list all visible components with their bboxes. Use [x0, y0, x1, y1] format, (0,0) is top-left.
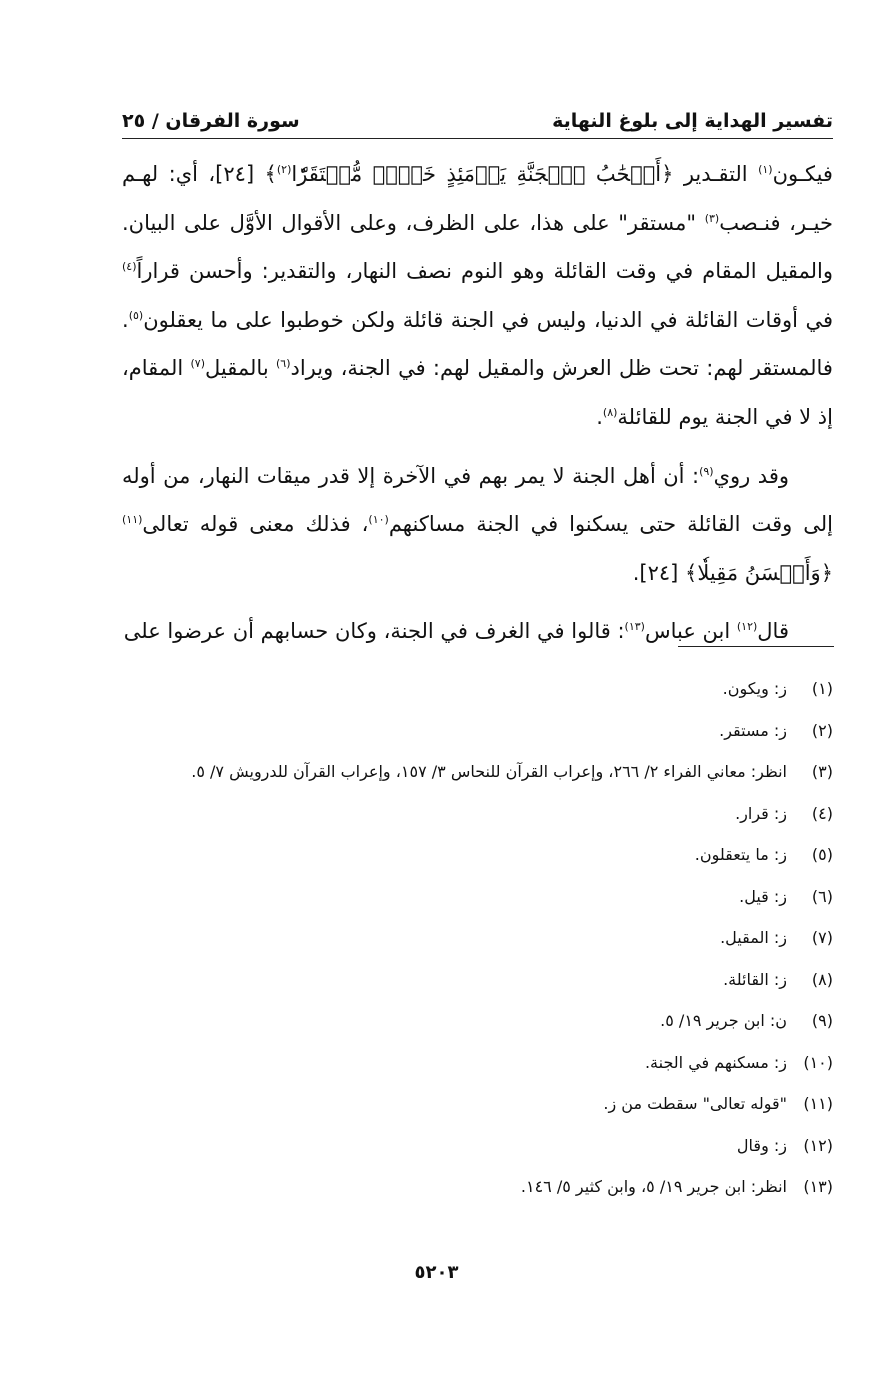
footnote-text: ز: المقيل. — [720, 928, 787, 947]
text-run: "مستقر" على هذا، على الظرف، وعلى الأقوال الأوَّل على البيان. والمقيل المقام في وقت القائلة وهو النوم نصف النهار، والتقدير: وأحسن قراراً — [122, 210, 833, 284]
footnote-text: "قوله تعالى" سقطت من ز. — [603, 1094, 787, 1113]
footnote-text: ز: قرار. — [735, 803, 787, 823]
footnote-text: ز: وقال — [736, 1135, 787, 1155]
footnote-marker: (٨) — [602, 405, 618, 419]
footnote-item — [122, 959, 833, 1001]
text-run: قال — [757, 619, 789, 644]
text-run: ﴾ [٢٤]. — [632, 560, 698, 585]
paragraph — [122, 607, 833, 656]
footnote-item — [122, 1125, 833, 1167]
footnote-text: ن: ابن جرير ١٩/ ٥. — [660, 1011, 787, 1030]
paragraph — [122, 150, 833, 442]
page-number: ٥٢٠٣ — [414, 1262, 459, 1283]
footnote-text: ز: مسكنهم في الجنة. — [644, 1052, 787, 1072]
footnote-number: (١٣) — [803, 1177, 833, 1196]
text-run: : قالوا في الغرف في الجنة، وكان حسابهم أن عرضوا على — [123, 619, 625, 644]
footnote-number: (٢) — [811, 720, 833, 740]
footnote-text: ز: ويكون. — [722, 679, 787, 698]
quran-verse: وَأَحۡسَنُ مَقِيلٗا — [697, 560, 821, 585]
footnote-number: (١٢) — [803, 1135, 833, 1155]
footnote-text: ز: ما يتعقلون. — [694, 845, 787, 864]
text-run: : أن أهل الجنة لا يمر بهم في الآخرة إلا قدر ميقات النهار، من أوله إلى وقت القائلة حتى يسكنوا في الجنة مساكنهم — [122, 463, 833, 537]
footnote-number: (٥) — [811, 845, 833, 864]
footnote-item — [122, 751, 833, 793]
footnote-marker: (٢) — [276, 163, 292, 176]
footnote-number: (٦) — [811, 886, 833, 906]
text-run: . — [596, 404, 603, 429]
text-run: المقام، إذ لا في الجنة يوم للقائلة — [122, 356, 833, 429]
footnote-number: (٧) — [811, 928, 833, 947]
footnote-item — [122, 876, 833, 918]
footnote-number: (٤) — [811, 803, 833, 823]
footnote-marker: (١٠) — [368, 513, 389, 527]
footnote-text: ز: القائلة. — [723, 969, 787, 989]
footnote-item — [122, 834, 833, 876]
footnote-item — [122, 710, 833, 752]
footnote-text: ز: قيل. — [739, 886, 787, 906]
footnote-marker: (٩) — [699, 464, 714, 478]
text-run: بالمقيل — [205, 356, 276, 381]
text-run: . فالمستقر لهم: تحت ظل العرش والمقيل لهم: في الجنة، ويراد — [122, 307, 833, 381]
text-run: ﴾ [٢٤]، أي: لهـم خيـر، فنـصب — [122, 162, 834, 235]
text-run: في أوقات القائلة في الدنيا، وليس في الجنة قائلة ولكن خوطبوا على ما يعقلون — [143, 307, 833, 332]
text-run: ﴿ — [820, 560, 833, 585]
footnote-divider — [678, 646, 834, 647]
footnote-marker: (١) — [758, 163, 773, 176]
footnote-text: انظر: معاني الفراء ٢/ ٢٦٦، وإعراب القرآن للنحاس ٣/ ١٥٧، وإعراب القرآن للدرويش ٧/ ٥. — [191, 762, 787, 781]
footnote-number: (٨) — [811, 969, 833, 989]
running-header — [122, 96, 833, 139]
footnote-item — [122, 917, 833, 959]
text-run: وقد روي — [713, 463, 789, 488]
footnote-marker: (٤) — [122, 260, 137, 274]
text-run: ، فذلك معنى قوله تعالى — [142, 512, 369, 537]
footnote-marker: (٧) — [190, 357, 206, 371]
footnote-item — [122, 1000, 833, 1042]
footnote-number: (٣) — [811, 762, 833, 781]
quran-verse: أَصۡحَٰبُ ٱلۡجَنَّةِ يَوۡمَئِذٍ خَيۡرٞ مُّسۡتَقَرّٗا — [291, 162, 662, 186]
footnote-number: (١) — [811, 679, 833, 698]
footnote-number: (٩) — [811, 1011, 833, 1030]
footnote-item — [122, 1166, 833, 1208]
footnote-marker: (٦) — [275, 357, 291, 371]
footnote-item — [122, 668, 833, 710]
footnote-marker: (٣) — [704, 211, 720, 225]
footnote-marker: (١١) — [122, 513, 143, 527]
paragraph — [122, 452, 833, 598]
text-run: التقـدير ﴿ — [661, 162, 759, 186]
footnote-text: ز: مستقر. — [719, 720, 787, 740]
surah-reference: سورة الفرقان / ٢٥ — [122, 110, 300, 132]
footnote-item — [122, 793, 833, 835]
book-title: تفسير الهداية إلى بلوغ النهاية — [552, 110, 833, 132]
footnotes-list — [122, 668, 833, 1208]
footnote-text: انظر: ابن جرير ١٩/ ٥، وابن كثير ٥/ ١٤٦. — [520, 1177, 787, 1196]
main-text — [122, 150, 833, 666]
footnote-marker: (١٣) — [624, 620, 645, 634]
footnote-item — [122, 1083, 833, 1125]
text-run: ابن عباس — [644, 619, 737, 644]
footnote-marker: (٥) — [128, 308, 144, 322]
text-run: فيكـون — [772, 162, 833, 186]
footnote-item — [122, 1042, 833, 1084]
footnote-number: (١٠) — [803, 1052, 833, 1072]
footnote-number: (١١) — [803, 1094, 833, 1113]
footnote-marker: (١٢) — [736, 620, 758, 634]
